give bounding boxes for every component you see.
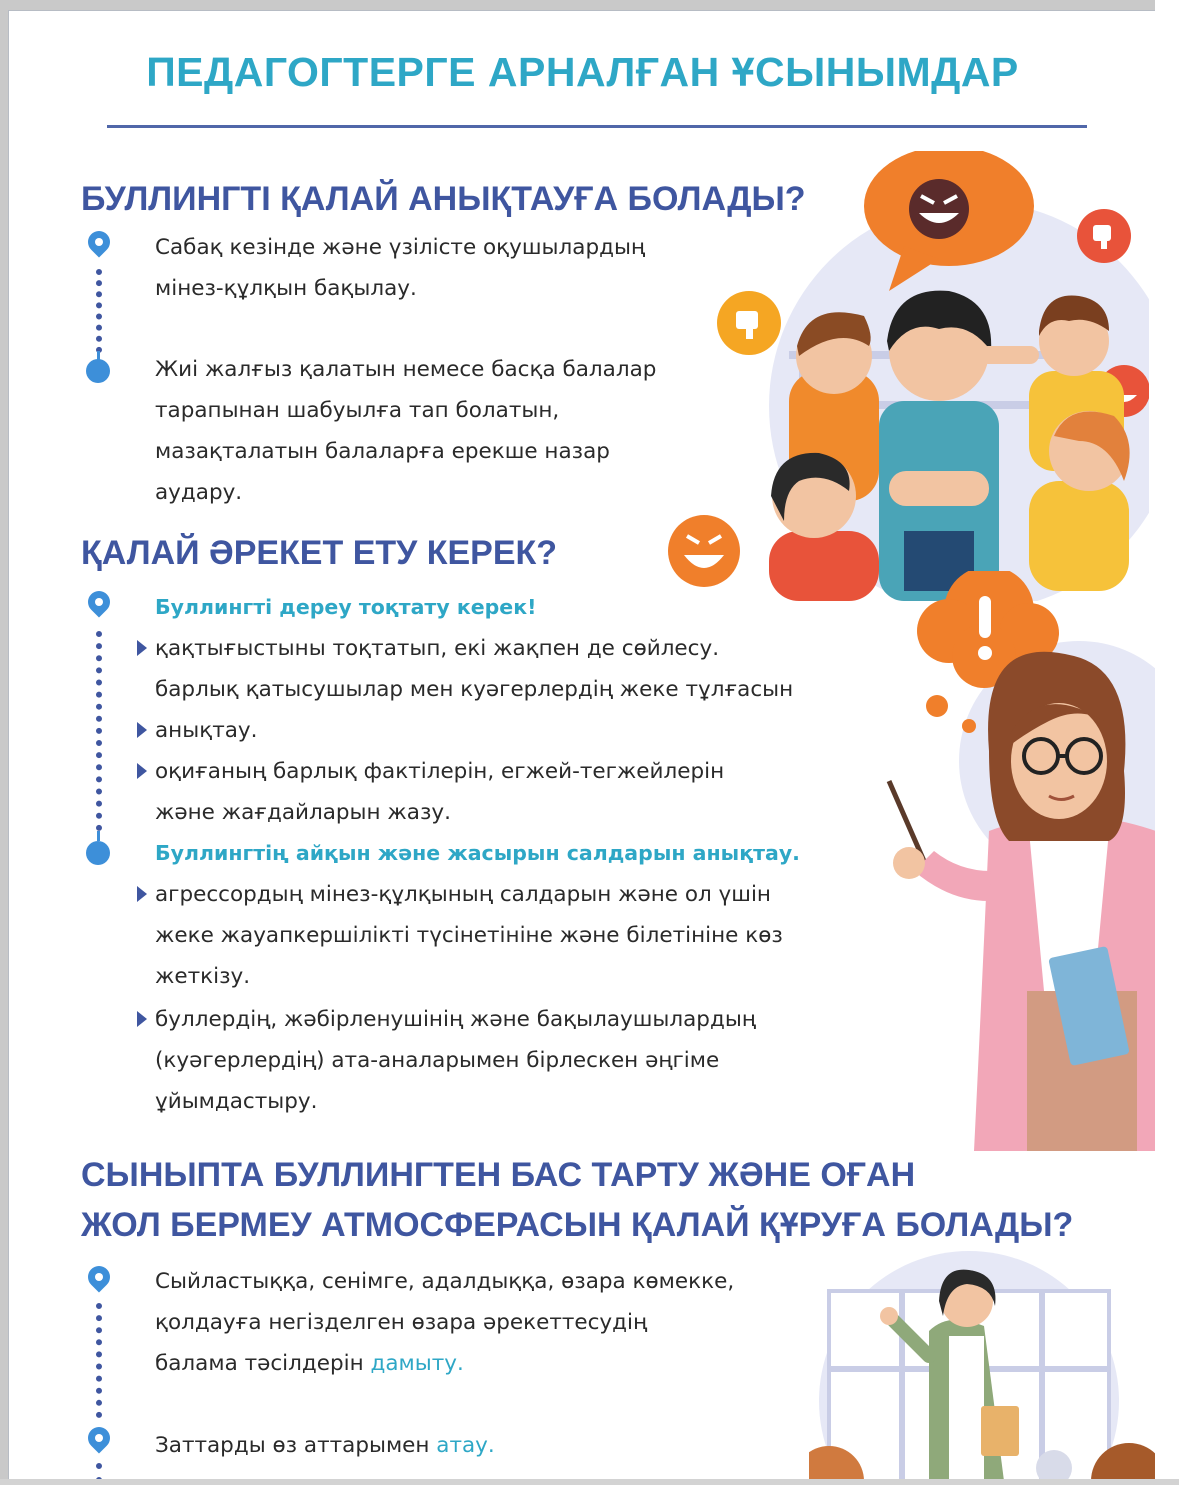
dotted-timeline — [96, 1303, 102, 1418]
pin-icon — [83, 1422, 114, 1453]
section2-sub1-line4: оқиғаның барлық фактілерін, егжей-тегжейлерін — [155, 759, 725, 784]
section3-heading-line2: ЖОЛ БЕРМЕУ АТМОСФЕРАСЫН ҚАЛАЙ ҚҰРУҒА БОЛАДЫ? — [81, 1206, 1074, 1244]
title-divider — [107, 125, 1087, 128]
section1-item1-line1: Сабақ кезінде және үзілісте оқушылардың — [155, 235, 646, 260]
section3-item2 — [155, 1425, 495, 1466]
section3-item2-accent: атау. — [436, 1433, 495, 1458]
page-bottom-margin — [0, 1479, 1179, 1485]
classroom-teacher-illustration — [809, 1246, 1156, 1481]
section1-item2-line1: Жиі жалғыз қалатын немесе басқа балалар — [155, 357, 657, 382]
infographic-page — [8, 10, 1157, 1482]
dot-icon — [86, 359, 110, 383]
section2-sub2-line4: буллердің, жәбірленушінің және бақылаушылардың — [155, 1007, 757, 1032]
section2-sub2: Буллингтің айқын және жасырын салдарын анықтау. — [155, 841, 800, 865]
section2-sub2-line3: жеткізу. — [155, 964, 251, 989]
section1-heading: БУЛЛИНГТІ ҚАЛАЙ АНЫҚТАУҒА БОЛАДЫ? — [81, 180, 806, 218]
pin-icon — [83, 586, 114, 617]
section2-sub2-line6: ұйымдастыру. — [155, 1089, 318, 1114]
pin-icon — [83, 1261, 114, 1292]
section2-sub1: Буллингті дереу тоқтату керек! — [155, 595, 537, 619]
section3-item2-text: Заттарды өз аттарымен — [155, 1433, 437, 1458]
section3-item1-accent: дамыту. — [370, 1351, 464, 1376]
dotted-timeline — [96, 631, 102, 831]
section2-sub1-line1: қақтығыстыны тоқтатып, екі жақпен де сөйлесу. — [155, 636, 720, 661]
page-right-margin — [1155, 0, 1179, 1485]
section2-sub1-line3: анықтау. — [155, 718, 258, 743]
section1-item2-line4: аудару. — [155, 480, 243, 505]
section3-item1-line3 — [155, 1343, 464, 1384]
teacher-illustration — [879, 571, 1156, 1151]
dot-icon — [86, 841, 110, 865]
section3-item1-text: балама тәсілдерін — [155, 1351, 371, 1376]
thumbs-down-icon — [717, 291, 781, 355]
section2-sub1-line5: және жағдайларын жазу. — [155, 800, 451, 825]
thumbs-down-icon — [1077, 209, 1131, 263]
triangle-bullet-icon — [137, 886, 147, 902]
children-bullying-illustration — [649, 151, 1149, 601]
section3-heading-line1: СЫНЫПТА БУЛЛИНГТЕН БАС ТАРТУ ЖӘНЕ ОҒАН — [81, 1156, 916, 1194]
pin-icon — [83, 226, 114, 257]
section3-item1-line2: қолдауға негізделген өзара әрекеттесудің — [155, 1310, 648, 1335]
boy-crossed-arms — [879, 291, 999, 601]
dot-stem — [97, 831, 100, 841]
triangle-bullet-icon — [137, 763, 147, 779]
triangle-bullet-icon — [137, 722, 147, 738]
section2-sub1-line2: барлық қатысушылар мен куәгерлердің жеке тұлғасын — [155, 677, 794, 702]
section1-item2-line3: мазақталатын балаларға ерекше назар — [155, 439, 610, 464]
section2-sub2-line2: жеке жауапкершілікті түсінетініне және білетініне көз — [155, 923, 783, 948]
section3-item1-line1: Сыйластыққа, сенімге, адалдыққа, өзара көмекке, — [155, 1269, 735, 1294]
page-title: ПЕДАГОГТЕРГЕ АРНАЛҒАН ҰСЫНЫМДАР — [146, 49, 1019, 95]
section1-item1-line2: мінез-құлқын бақылау. — [155, 276, 417, 301]
laughing-face-icon — [668, 515, 740, 587]
section2-sub2-line5: (куәгерлердің) ата-аналарымен бірлескен әңгіме — [155, 1048, 720, 1073]
triangle-bullet-icon — [137, 1011, 147, 1027]
section2-heading: ҚАЛАЙ ӘРЕКЕТ ЕТУ КЕРЕК? — [81, 534, 558, 572]
section1-item2-line2: тарапынан шабуылға тап болатын, — [155, 398, 560, 423]
dotted-timeline — [96, 269, 102, 353]
triangle-bullet-icon — [137, 640, 147, 656]
section2-sub2-line1: агрессордың мінез-құлқының салдарын және ол үшін — [155, 882, 771, 907]
